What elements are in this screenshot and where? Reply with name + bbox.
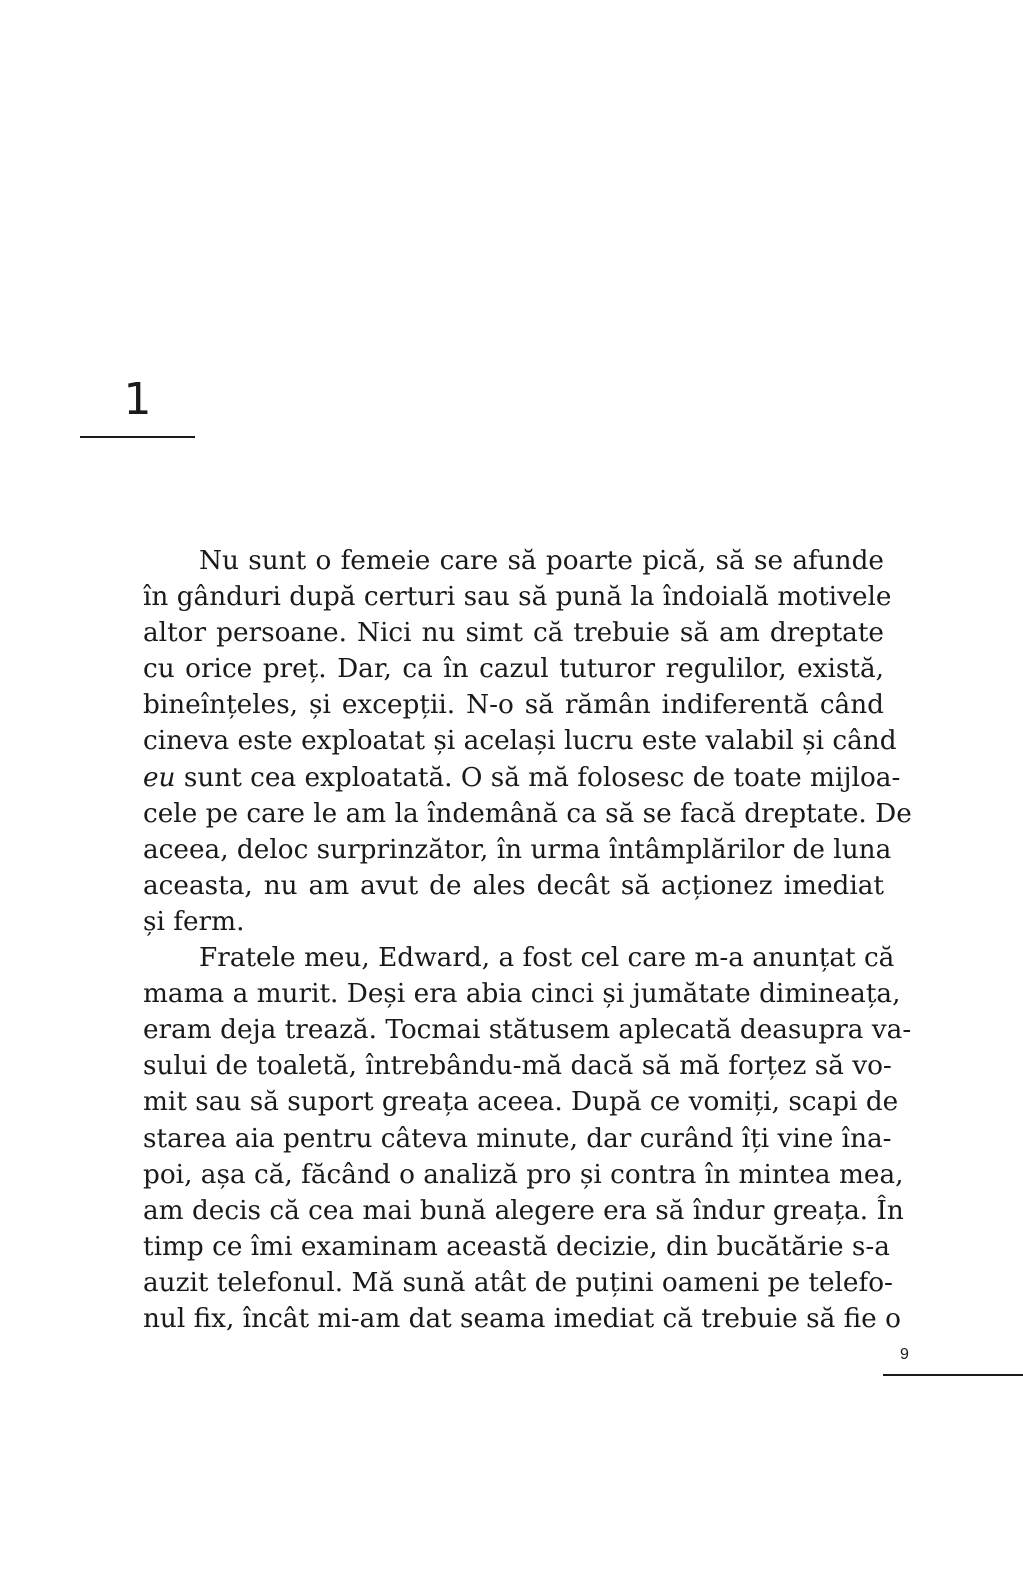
- text-line: mit sau să suport greața aceea. După ce vomiți, scapi de: [143, 1087, 899, 1118]
- text-line: auzit telefonul. Mă sună atât de puțini oameni pe telefo-: [143, 1267, 893, 1298]
- chapter-body-text: [143, 543, 912, 1337]
- text-line: nul fix, încât mi-am dat seama imediat că trebuie să fie o: [143, 1303, 901, 1334]
- text-line: cineva este exploatat și același lucru este valabil și când: [143, 726, 897, 757]
- text-line: starea aia pentru câteva minute, dar curând îți vine îna-: [143, 1123, 892, 1154]
- text-line: bineînțeles, și excepții. N-o să rămân indiferentă când: [143, 690, 884, 721]
- text-line: poi, așa că, făcând o analiză pro și contra în mintea mea,: [143, 1159, 904, 1190]
- chapter-number: 1: [123, 374, 152, 425]
- text-line: în gânduri după certuri sau să pună la îndoială motivele: [143, 582, 892, 613]
- text-line: mama a murit. Deși era abia cinci și jumătate dimineața,: [143, 979, 901, 1010]
- text-line: și ferm.: [143, 906, 245, 937]
- text-line: eram deja trează. Tocmai stătusem aplecată deasupra va-: [143, 1015, 912, 1046]
- text-line-rest: sunt cea exploatată. O să mă folosesc de toate mijloa-: [175, 762, 901, 793]
- text-line: aceea, deloc surprinzător, în urma întâmplărilor de luna: [143, 834, 892, 865]
- text-line: Fratele meu, Edward, a fost cel care m-a anunțat că: [199, 943, 895, 974]
- text-line: am decis că cea mai bună alegere era să îndur greața. În: [143, 1195, 904, 1226]
- chapter-underline: [80, 436, 195, 438]
- text-line: sului de toaletă, întrebându-mă dacă să mă forțez să vo-: [143, 1051, 892, 1082]
- text-line: cu orice preț. Dar, ca în cazul tuturor regulilor, există,: [143, 654, 884, 685]
- text-line: altor persoane. Nici nu simt că trebuie să am dreptate: [143, 618, 884, 649]
- footer-rule: [883, 1374, 1023, 1376]
- italic-word: eu: [143, 762, 176, 793]
- text-line: timp ce îmi examinam această decizie, din bucătărie s-a: [143, 1231, 890, 1262]
- page-number: 9: [900, 1346, 909, 1363]
- text-line: Nu sunt o femeie care să poarte pică, să se afunde: [199, 546, 884, 576]
- text-line: aceasta, nu am avut de ales decât să acționez imediat: [143, 870, 884, 901]
- text-line-with-italic: [143, 760, 901, 796]
- text-line: cele pe care le am la îndemână ca să se facă dreptate. De: [143, 798, 912, 829]
